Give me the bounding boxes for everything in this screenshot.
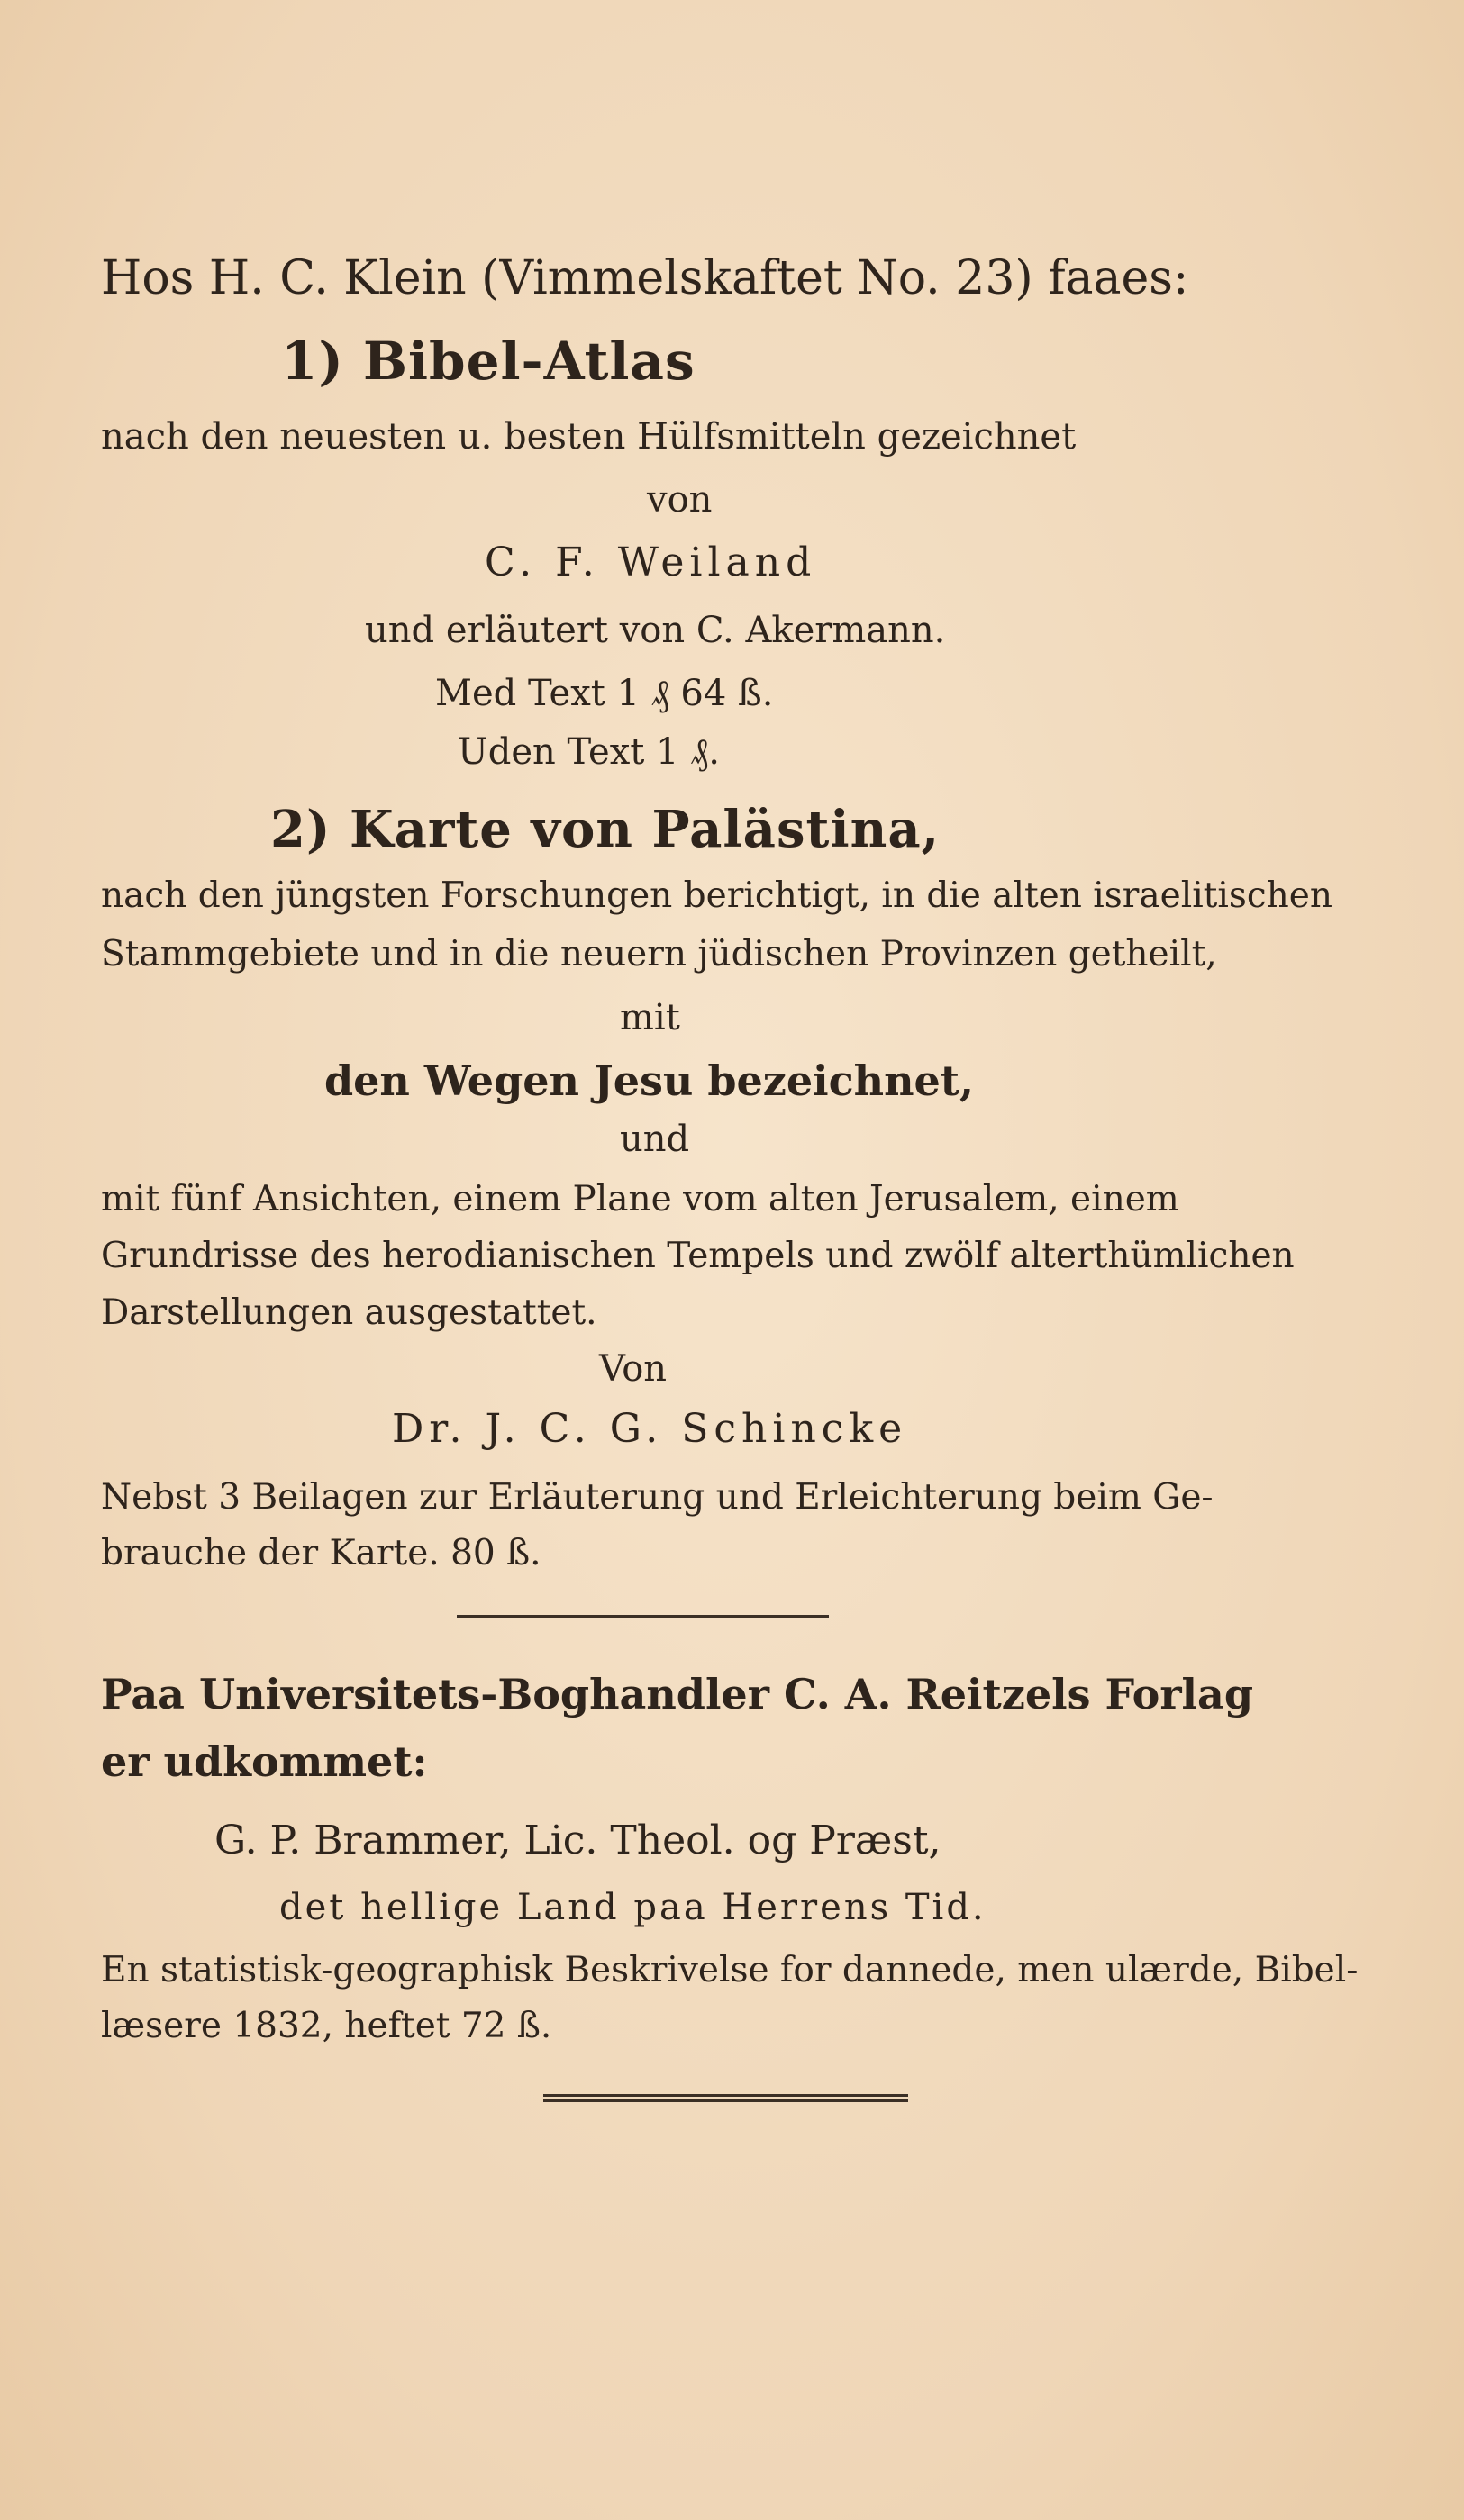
bibel-atlas-price-with-text: Med Text 1 ₰ 64 ß. <box>435 673 774 714</box>
bibel-atlas-author: C. F. Weiland <box>485 539 817 585</box>
karte-author: Dr. J. C. G. Schincke <box>392 1406 908 1452</box>
karte-line5: mit fünf Ansichten, einem Plane vom alten Jerusalem, einem <box>101 1179 1179 1219</box>
karte-line6: Grundrisse des herodianischen Tempels und zwölf alterthümlichen <box>101 1236 1295 1276</box>
karte-subtitle: den Wegen Jesu bezeichnet, <box>324 1056 975 1105</box>
karte-und: und <box>620 1119 690 1160</box>
karte-mit: mit <box>620 997 680 1038</box>
karte-line2: Stammgebiete und in die neuern jüdischen Provinzen getheilt, <box>101 934 1217 974</box>
bibel-atlas-line3: und erläutert von C. Akermann. <box>365 610 946 651</box>
reitzel-title-line2: er udkommet: <box>101 1737 428 1786</box>
bibel-atlas-von: von <box>647 479 713 521</box>
publisher-header: Hos H. C. Klein (Vimmelskaftet No. 23) faaes: <box>101 251 1189 305</box>
brammer-desc1: En statistisk-geographisk Beskrivelse for dannede, men ulærde, Bibel- <box>101 1950 1359 1990</box>
karte-title: 2) Karte von Palästina, <box>270 800 941 859</box>
karte-line1: nach den jüngsten Forschungen berichtigt, in die alten israelitischen <box>101 875 1332 916</box>
bibel-atlas-title: 1) Bibel-Atlas <box>281 331 696 392</box>
brammer-book-title: det hellige Land paa Herrens Tid. <box>279 1887 987 1928</box>
karte-line7: Darstellungen ausgestattet. <box>101 1292 597 1333</box>
brammer-author: G. P. Brammer, Lic. Theol. og Præst, <box>214 1817 941 1863</box>
end-double-rule <box>543 2094 908 2102</box>
karte-von: Von <box>599 1348 668 1390</box>
brammer-desc2: læsere 1832, heftet 72 ß. <box>101 2006 552 2046</box>
karte-line9: Nebst 3 Beilagen zur Erläuterung und Erleichterung beim Ge- <box>101 1477 1214 1518</box>
reitzel-title-line1: Paa Universitets-Boghandler C. A. Reitzels Forlag <box>101 1670 1253 1718</box>
bibel-atlas-line1: nach den neuesten u. besten Hülfsmitteln gezeichnet <box>101 416 1077 458</box>
bibel-atlas-price-without-text: Uden Text 1 ₰. <box>458 731 720 773</box>
section-divider <box>457 1615 829 1618</box>
karte-line10: brauche der Karte. 80 ß. <box>101 1533 541 1573</box>
